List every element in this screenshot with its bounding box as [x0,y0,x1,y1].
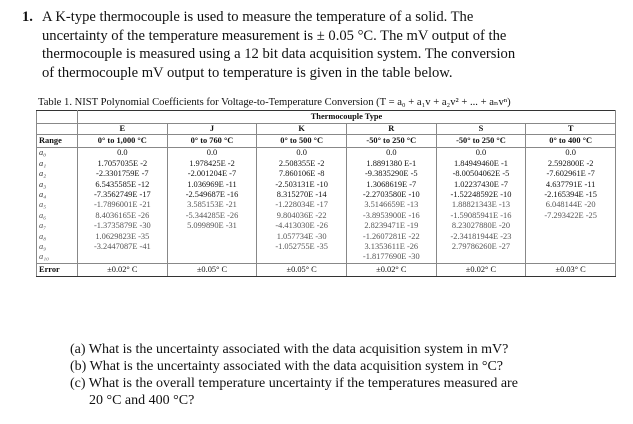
coefficient-label: a₂ [37,169,78,179]
type-corner [37,124,78,135]
coefficient-cell: -7.3562749E -17 [78,190,168,200]
coefficient-cell: -1.8177690E -30 [346,252,436,263]
coefficient-cell: 0.0 [526,148,616,159]
coefficient-cell [167,252,257,263]
coefficient-row [37,200,616,210]
coefficient-cell: -2.165394E -15 [526,190,616,200]
error-cell: ±0.05° C [167,263,257,276]
coefficient-cell: 2.592800E -2 [526,159,616,169]
range-cell: 0° to 500 °C [257,135,347,148]
coefficient-row [37,221,616,231]
coefficient-label: a₅ [37,200,78,210]
coefficient-label: a₆ [37,211,78,221]
range-cell: 0° to 1,000 °C [78,135,168,148]
coefficient-row [37,190,616,200]
coefficient-label: a₀ [37,148,78,159]
type-header-row [37,124,616,135]
error-cell: ±0.02° C [346,263,436,276]
coefficient-cell: 5.099890E -31 [167,221,257,231]
coefficient-row [37,148,616,159]
thermocouple-type-header: Thermocouple Type [78,111,616,124]
coefficient-cell: 8.315270E -14 [257,190,347,200]
coefficient-cell: 1.0629823E -35 [78,232,168,242]
error-cell: ±0.05° C [257,263,347,276]
coefficient-row [37,232,616,242]
coefficient-cell: 6.048144E -20 [526,200,616,210]
coefficient-cell: 0.0 [346,148,436,159]
coefficient-cell: 4.637791E -11 [526,180,616,190]
error-row [37,263,616,276]
coefficient-cell: 3.585153E -21 [167,200,257,210]
coefficient-cell: 2.508355E -2 [257,159,347,169]
coefficient-cell: 1.978425E -2 [167,159,257,169]
coefficient-cell [436,252,526,263]
coefficient-cell: 1.84949460E -1 [436,159,526,169]
coefficient-cell: 8.4036165E -26 [78,211,168,221]
coefficient-cell: 8.23027880E -20 [436,221,526,231]
coefficient-cell [257,252,347,263]
type-e-header: E [78,124,168,135]
coefficient-cell: 1.8891380 E-1 [346,159,436,169]
coefficient-cell: -1.3735879E -30 [78,221,168,231]
coefficient-row [37,169,616,179]
coefficient-cell: 0.0 [436,148,526,159]
problem-text [42,8,622,82]
problem-line-3: thermocouple is measured using a 12 bit data acquisition system. The conversion [42,46,516,62]
coefficient-row [37,159,616,169]
coefficient-cell: -1.228034E -17 [257,200,347,210]
coefficient-cell: -1.052755E -35 [257,242,347,252]
range-row [37,135,616,148]
coefficient-cell: 1.7057035E -2 [78,159,168,169]
type-t-header: T [526,124,616,135]
coefficient-cell: -2.001204E -7 [167,169,257,179]
coefficient-cell: 6.5435585E -12 [78,180,168,190]
question-c-continued: 20 °C and 400 °C? [89,393,195,408]
coefficient-cell [526,242,616,252]
type-r-header: R [346,124,436,135]
coefficient-row [37,211,616,221]
range-cell: 0° to 400 °C [526,135,616,148]
type-k-header: K [257,124,347,135]
coefficient-cell [167,232,257,242]
coefficient-cell: -5.344285E -26 [167,211,257,221]
coefficient-cell: -1.7896001E -21 [78,200,168,210]
coefficient-cell: 0.0 [78,148,168,159]
coefficient-label: a₈ [37,232,78,242]
error-cell: ±0.03° C [526,263,616,276]
type-j-header: J [167,124,257,135]
coefficient-cell: -4.413030E -26 [257,221,347,231]
coefficient-row [37,242,616,252]
coefficient-cell: 2.79786260E -27 [436,242,526,252]
coefficient-cell: -3.2447087E -41 [78,242,168,252]
table-caption: Table 1. NIST Polynomial Coefficients for Voltage-to-Temperature Conversion (T = a₀ + a₁v + a₂v² + ... + aₙvⁿ) [38,97,511,108]
range-cell: 0° to 760 °C [167,135,257,148]
coefficient-cell: 0.0 [257,148,347,159]
table-group-header-row [37,111,616,124]
coefficient-cell: 3.5146659E -13 [346,200,436,210]
coefficient-label: a₁₀ [37,252,78,263]
error-cell: ±0.02° C [78,263,168,276]
coefficient-cell: 1.88821343E -13 [436,200,526,210]
coefficient-cell: 0.0 [167,148,257,159]
coefficient-cell [526,232,616,242]
coefficient-label: a₁ [37,159,78,169]
coefficient-cell: 7.860106E -8 [257,169,347,179]
coefficient-cell: 9.804036E -22 [257,211,347,221]
problem-line-4: of thermocouple mV output to temperature is given in the table below. [42,64,453,81]
question-b: (b) What is the uncertainty associated with the data acquisition system in °C? [70,359,504,374]
error-cell: ±0.02° C [436,263,526,276]
problem-line-2: uncertainty of the temperature measurement is ± 0.05 °C. The mV output of the [42,27,507,44]
question-list [70,341,630,409]
nist-coefficient-table [36,110,616,277]
coefficient-cell: 1.057734E -30 [257,232,347,242]
range-cell: -50° to 250 °C [346,135,436,148]
coefficient-cell: 1.3068619E -7 [346,180,436,190]
coefficient-cell: -7.293422E -25 [526,211,616,221]
coefficient-cell: 1.036969E -11 [167,180,257,190]
problem-statement [22,8,622,82]
coefficient-cell: -2.34181944E -23 [436,232,526,242]
coefficient-cell: 3.1353611E -26 [346,242,436,252]
coefficient-cell: -1.52248592E -10 [436,190,526,200]
range-cell: -50° to 250 °C [436,135,526,148]
type-s-header: S [436,124,526,135]
coefficient-cell: -7.602961E -7 [526,169,616,179]
coefficient-label: a₃ [37,180,78,190]
coefficient-label: a₇ [37,221,78,231]
problem-number: 1. [22,9,33,25]
coefficient-cell: -1.2607281E -22 [346,232,436,242]
coefficient-label: a₉ [37,242,78,252]
coefficient-cell: -9.3835290E -5 [346,169,436,179]
range-label: Range [37,135,78,148]
question-c: (c) What is the overall temperature uncertainty if the temperatures measured are [70,376,518,391]
coefficient-cell: -2.549687E -16 [167,190,257,200]
coefficient-row [37,180,616,190]
header-corner [37,111,78,124]
coefficient-cell: -1.59085941E -16 [436,211,526,221]
coefficient-cell: 2.8239471E -19 [346,221,436,231]
coefficient-cell: 1.02237430E -7 [436,180,526,190]
problem-line-1: A K-type thermocouple is used to measure the temperature of a solid. The [42,9,474,25]
coefficient-cell: -8.00504062E -5 [436,169,526,179]
coefficient-cell [526,252,616,263]
coefficient-cell: -2.503131E -10 [257,180,347,190]
question-a: (a) What is the uncertainty associated with the data acquisition system in mV? [70,342,509,357]
coefficient-row [37,252,616,263]
coefficient-cell [78,252,168,263]
coefficient-cell: -3.8953900E -16 [346,211,436,221]
coefficient-cell [526,221,616,231]
coefficient-cell [167,242,257,252]
coefficient-label: a₄ [37,190,78,200]
coefficient-cell: -2.3301759E -7 [78,169,168,179]
error-label: Error [37,263,78,276]
coefficient-cell: -2.2703580E -10 [346,190,436,200]
